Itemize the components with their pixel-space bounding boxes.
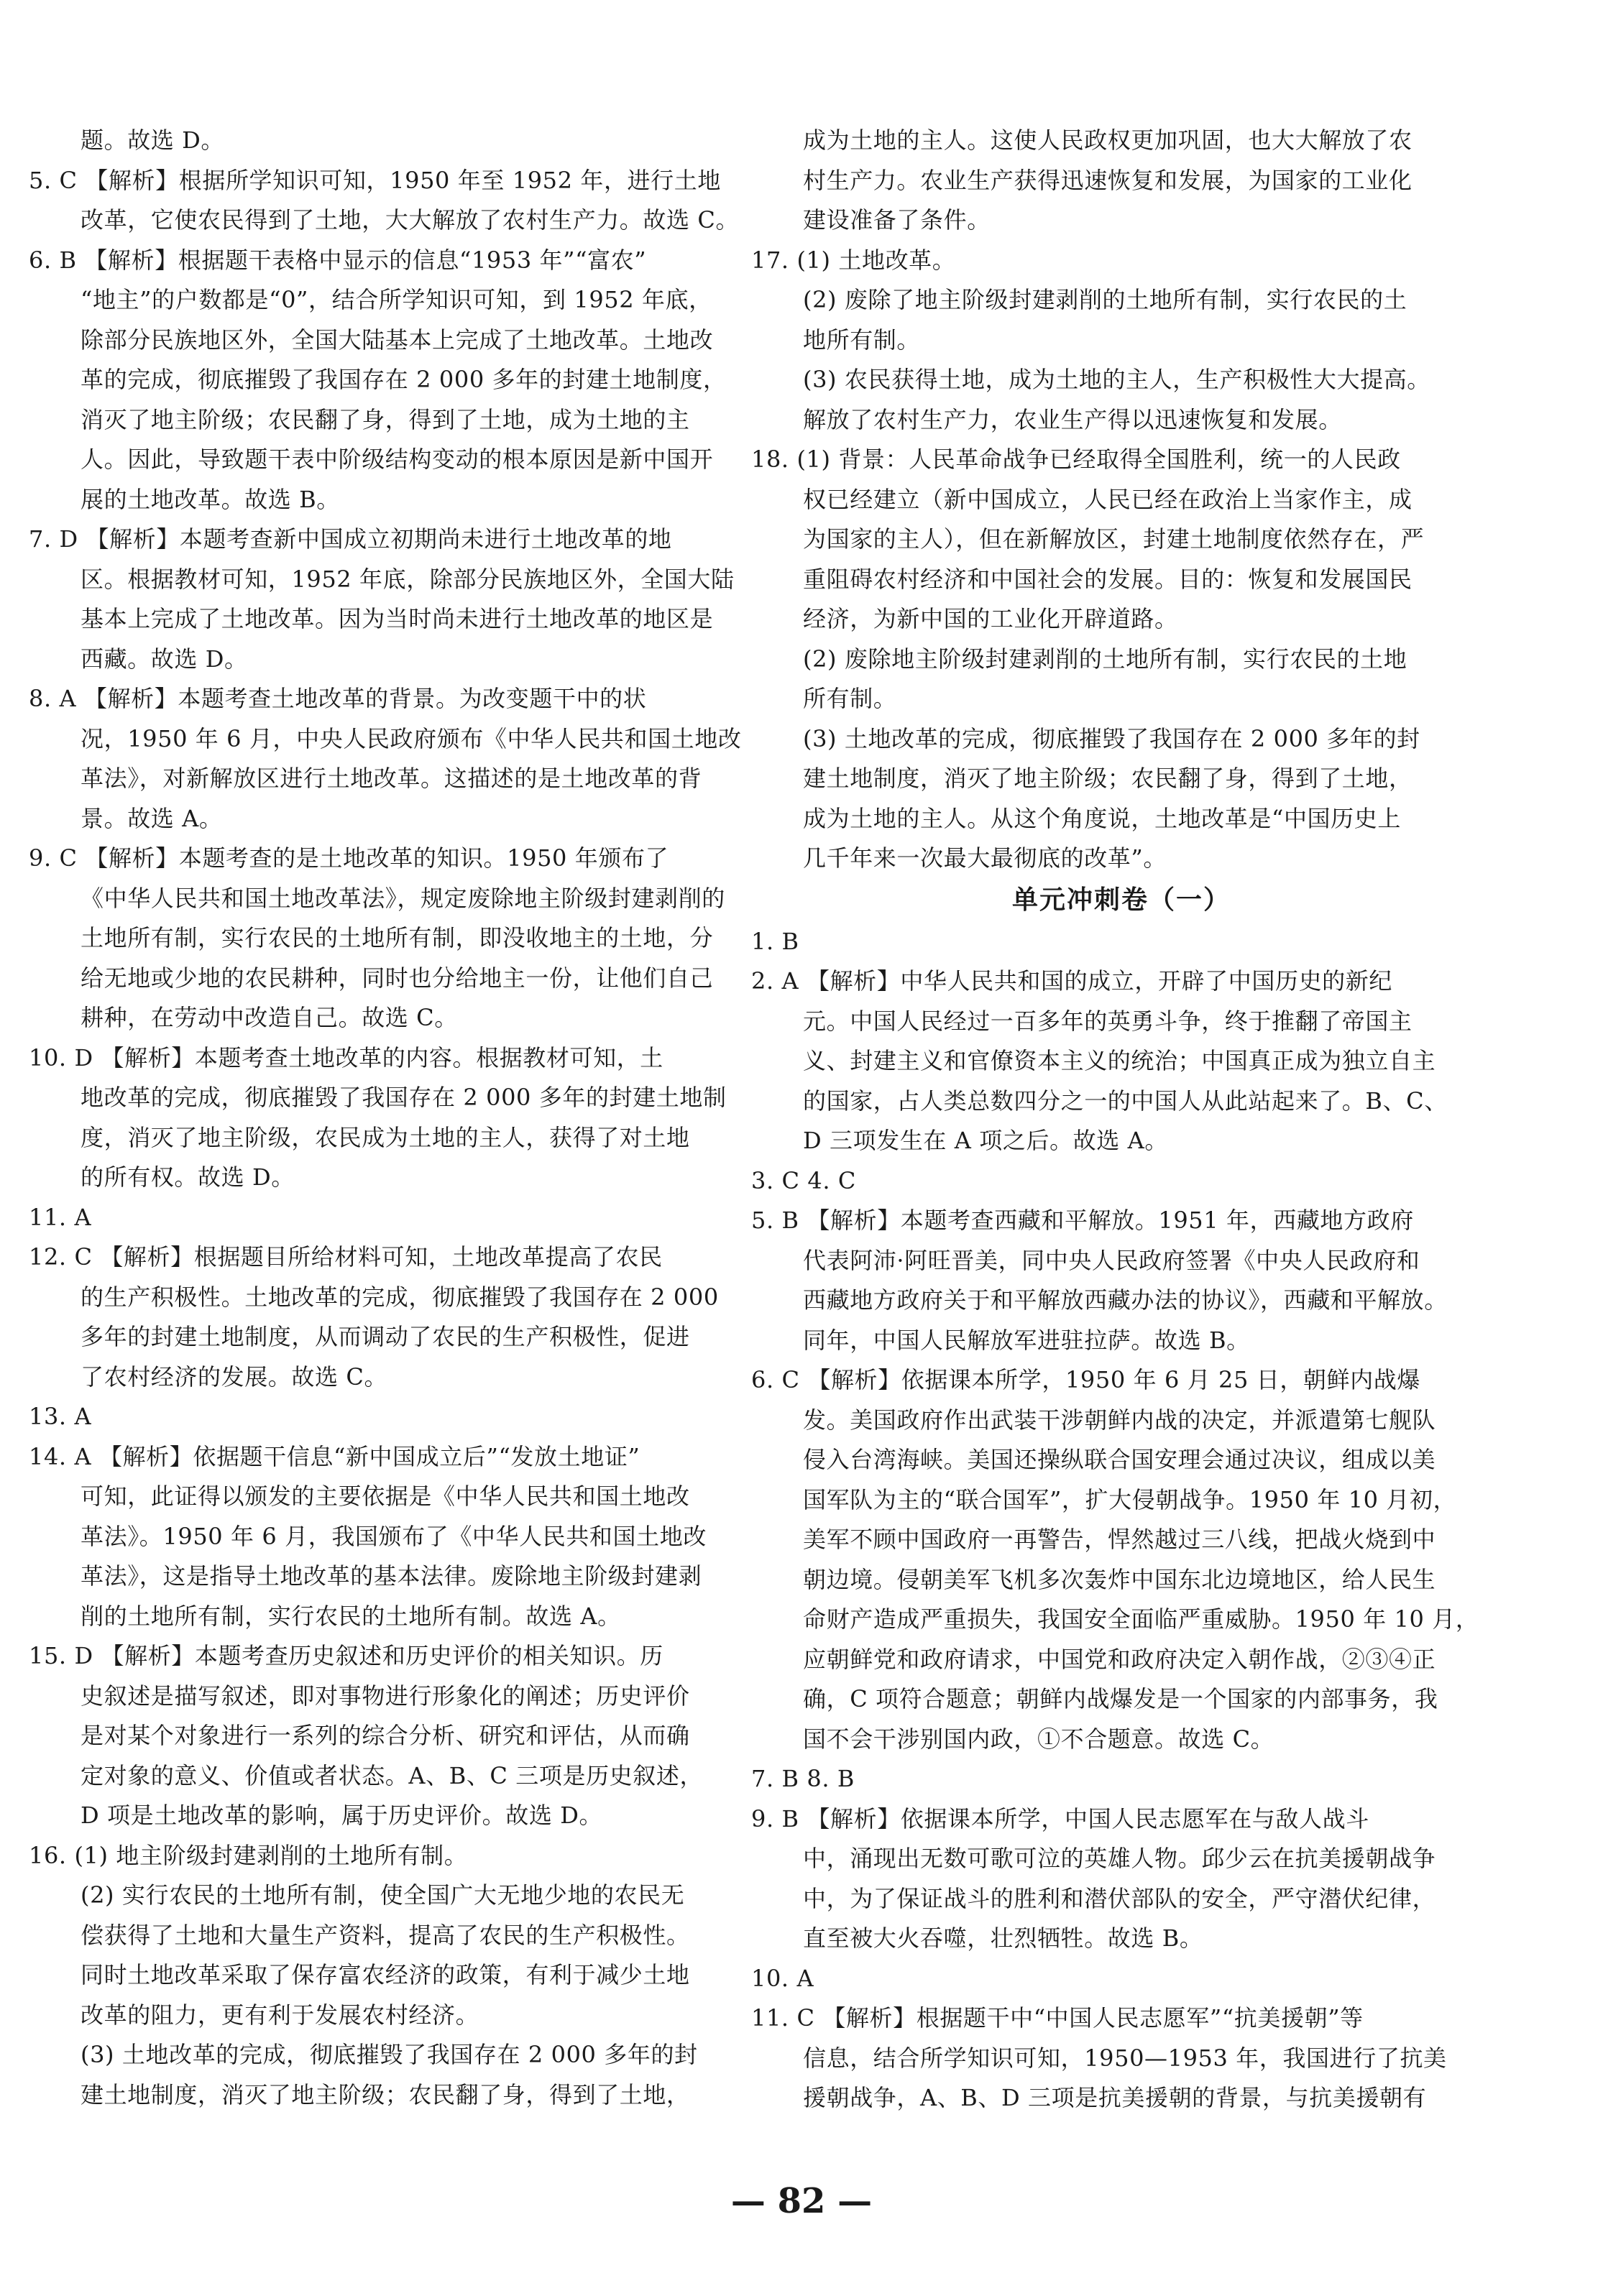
text-line: 重阻碍农村经济和中国社会的发展。目的：恢复和发展国民 — [803, 565, 1413, 593]
text-line: 展的土地改革。故选 B。 — [81, 485, 340, 513]
text-line: 11. A — [29, 1203, 92, 1231]
text-line: 的生产积极性。土地改革的完成，彻底摧毁了我国存在 2 000 — [81, 1283, 719, 1311]
text-line: 直至被大火吞噬，壮烈牺牲。故选 B。 — [803, 1924, 1203, 1952]
text-line: 人。因此，导致题干表中阶级结构变动的根本原因是新中国开 — [81, 446, 714, 473]
text-line: 的国家，占人类总数四分之一的中国人从此站起来了。B、C、 — [803, 1087, 1448, 1115]
text-line: 定对象的意义、价值或者状态。A、B、C 三项是历史叙述， — [81, 1761, 704, 1789]
text-line: 《中华人民共和国土地改革法》，规定废除地主阶级封建剥削的 — [81, 884, 725, 912]
text-line: 10. A — [751, 1964, 814, 1992]
text-line: (3) 农民获得土地，成为土地的主人，生产积极性大大提高。 — [803, 366, 1430, 393]
text-line: 基本上完成了土地改革。因为当时尚未进行土地改革的地区是 — [81, 605, 714, 632]
text-line: 5. B 【解析】本题考查西藏和平解放。1951 年，西藏地方政府 — [751, 1207, 1414, 1234]
text-line: 况，1950 年 6 月，中央人民政府颁布《中华人民共和国土地改 — [81, 724, 742, 752]
text-line: 7. B 8. B — [751, 1765, 855, 1792]
text-line: 是对某个对象进行一系列的综合分析、研究和评估，从而确 — [81, 1722, 690, 1749]
text-line: 15. D 【解析】本题考查历史叙述和历史评价的相关知识。历 — [29, 1642, 663, 1669]
text-line: 景。故选 A。 — [81, 804, 223, 832]
text-line: 5. C 【解析】根据所学知识可知，1950 年至 1952 年，进行土地 — [29, 166, 721, 194]
section-heading: 单元冲刺卷（一） — [1011, 885, 1231, 915]
text-line: 9. C 【解析】本题考查的是土地改革的知识。1950 年颁布了 — [29, 844, 669, 872]
text-line: 朝边境。侵朝美军飞机多次轰炸中国东北边境地区，给人民生 — [803, 1565, 1436, 1593]
text-line: 西藏。故选 D。 — [81, 645, 248, 673]
text-line: 11. C 【解析】根据题干中“中国人民志愿军”“抗美援朝”等 — [751, 2004, 1364, 2032]
text-line: 耕种，在劳动中改造自己。故选 C。 — [81, 1004, 458, 1031]
text-line: 权已经建立（新中国成立，人民已经在政治上当家作主，成 — [803, 485, 1413, 513]
text-line: 16. (1) 地主阶级封建剥削的土地所有制。 — [29, 1841, 468, 1869]
text-line: 代表阿沛·阿旺晋美，同中央人民政府签署《中央人民政府和 — [803, 1246, 1420, 1274]
text-line: D 三项发生在 A 项之后。故选 A。 — [803, 1127, 1168, 1154]
text-line: 成为土地的主人。从这个角度说，土地改革是“中国历史上 — [803, 804, 1401, 832]
text-line: 中，涌现出无数可歌可泣的英雄人物。邱少云在抗美援朝战争 — [803, 1845, 1436, 1872]
text-line: 确，C 项符合题意；朝鲜内战爆发是一个国家的内部事务，我 — [803, 1685, 1438, 1712]
text-line: 应朝鲜党和政府请求，中国党和政府决定入朝作战，②③④正 — [803, 1645, 1436, 1673]
text-line: “地主”的户数都是“0”，结合所学知识可知，到 1952 年底， — [81, 286, 712, 313]
text-line: 了农村经济的发展。故选 C。 — [81, 1363, 388, 1391]
text-line: 2. A 【解析】中华人民共和国的成立，开辟了中国历史的新纪 — [751, 967, 1392, 995]
text-line: 17. (1) 土地改革。 — [751, 246, 956, 274]
text-line: 同年，中国人民解放军进驻拉萨。故选 B。 — [803, 1326, 1250, 1354]
text-line: 为国家的主人），但在新解放区，封建土地制度依然存在，严 — [803, 525, 1425, 553]
text-line: 10. D 【解析】本题考查土地改革的内容。根据教材可知，土 — [29, 1043, 663, 1071]
text-line: 区。根据教材可知，1952 年底，除部分民族地区外，全国大陆 — [81, 565, 735, 593]
text-line: (2) 实行农民的土地所有制，使全国广大无地少地的农民无 — [81, 1881, 685, 1909]
text-line: 经济，为新中国的工业化开辟道路。 — [803, 605, 1178, 632]
text-line: 解放了农村生产力，农业生产得以迅速恢复和发展。 — [803, 405, 1342, 433]
text-line: 地改革的完成，彻底摧毁了我国存在 2 000 多年的封建土地制 — [81, 1084, 727, 1111]
text-line: 美军不顾中国政府一再警告，悍然越过三八线，把战火烧到中 — [803, 1526, 1436, 1553]
text-line: 6. B 【解析】根据题干表格中显示的信息“1953 年”“富农” — [29, 246, 647, 274]
text-line: 建设准备了条件。 — [803, 206, 991, 234]
text-line: 元。中国人民经过一百多年的英勇斗争，终于推翻了帝国主 — [803, 1007, 1413, 1035]
text-line: 8. A 【解析】本题考查土地改革的背景。为改变题干中的状 — [29, 685, 647, 712]
text-line: (2) 废除了地主阶级封建剥削的土地所有制，实行农民的土 — [803, 286, 1407, 313]
text-line: 所有制。 — [803, 685, 897, 712]
text-line: 信息，结合所学知识可知，1950—1953 年，我国进行了抗美 — [803, 2044, 1447, 2072]
text-line: 发。美国政府作出武装干涉朝鲜内战的决定，并派遣第七舰队 — [803, 1406, 1436, 1434]
text-line: 国不会干涉别国内政，①不合题意。故选 C。 — [803, 1725, 1274, 1753]
text-line: 村生产力。农业生产获得迅速恢复和发展，为国家的工业化 — [803, 166, 1413, 194]
text-line: 题。故选 D。 — [81, 126, 225, 154]
text-line: 西藏地方政府关于和平解放西藏办法的协议》，西藏和平解放。 — [803, 1286, 1448, 1314]
text-line: 的所有权。故选 D。 — [81, 1163, 295, 1191]
text-line: 国军队为主的“联合国军”，扩大侵朝战争。1950 年 10 月初， — [803, 1485, 1457, 1513]
text-line: 削的土地所有制，实行农民的土地所有制。故选 A。 — [81, 1602, 621, 1630]
text-line: 可知，此证得以颁发的主要依据是《中华人民共和国土地改 — [81, 1483, 690, 1510]
text-line: (2) 废除地主阶级封建剥削的土地所有制，实行农民的土地 — [803, 645, 1407, 673]
text-line: 1. B — [751, 927, 799, 955]
text-line: 土地所有制，实行农民的土地所有制，即没收地主的土地，分 — [81, 924, 714, 951]
text-line: 革法》，这是指导土地改革的基本法律。废除地主阶级封建剥 — [81, 1562, 702, 1590]
text-line: 命财产造成严重损失，我国安全面临严重威胁。1950 年 10 月， — [803, 1605, 1479, 1633]
text-line: 义、封建主义和官僚资本主义的统治；中国真正成为独立自主 — [803, 1047, 1436, 1074]
text-line: 建土地制度，消灭了地主阶级；农民翻了身，得到了土地， — [803, 765, 1413, 792]
text-line: 地所有制。 — [803, 326, 921, 354]
text-line: 12. C 【解析】根据题目所给材料可知，土地改革提高了农民 — [29, 1243, 663, 1271]
text-line: 14. A 【解析】依据题干信息“新中国成立后”“发放土地证” — [29, 1442, 640, 1470]
text-line: 多年的封建土地制度，从而调动了农民的生产积极性，促进 — [81, 1323, 690, 1350]
text-line: 侵入台湾海峡。美国还操纵联合国安理会通过决议，组成以美 — [803, 1446, 1436, 1473]
text-line: (3) 土地改革的完成，彻底摧毁了我国存在 2 000 多年的封 — [81, 2041, 698, 2068]
text-line: 18. (1) 背景：人民革命战争已经取得全国胜利，统一的人民政 — [751, 446, 1401, 473]
text-line: 同时土地改革采取了保存富农经济的政策，有利于减少土地 — [81, 1961, 690, 1988]
page-number: — 82 — — [730, 2181, 873, 2221]
text-line: 13. A — [29, 1403, 92, 1430]
left-column — [29, 121, 769, 2115]
text-line: 革的完成，彻底摧毁了我国存在 2 000 多年的封建土地制度， — [81, 366, 727, 393]
text-line: 几千年来一次最大最彻底的改革”。 — [803, 844, 1167, 872]
text-line: 6. C 【解析】依据课本所学，1950 年 6 月 25 日，朝鲜内战爆 — [751, 1366, 1420, 1393]
text-line: 成为土地的主人。这使人民政权更加巩固，也大大解放了农 — [803, 126, 1413, 154]
text-line: 史叙述是描写叙述，即对事物进行形象化的阐述；历史评价 — [81, 1682, 690, 1710]
text-line: 偿获得了土地和大量生产资料，提高了农民的生产积极性。 — [81, 1921, 690, 1949]
text-line: 援朝战争，A、B、D 三项是抗美援朝的背景，与抗美援朝有 — [803, 2084, 1427, 2111]
text-line: (3) 土地改革的完成，彻底摧毁了我国存在 2 000 多年的封 — [803, 724, 1420, 752]
text-line: 改革，它使农民得到了土地，大大解放了农村生产力。故选 C。 — [81, 206, 740, 234]
text-line: 中，为了保证战斗的胜利和潜伏部队的安全，严守潜伏纪律， — [803, 1884, 1436, 1912]
text-line: 革法》。1950 年 6 月，我国颁布了《中华人民共和国土地改 — [81, 1522, 707, 1550]
text-line: 9. B 【解析】依据课本所学，中国人民志愿军在与敌人战斗 — [751, 1804, 1369, 1832]
text-line: D 项是土地改革的影响，属于历史评价。故选 D。 — [81, 1802, 603, 1829]
text-line: 除部分民族地区外，全国大陆基本上完成了土地改革。土地改 — [81, 326, 714, 354]
text-line: 3. C 4. C — [751, 1166, 856, 1194]
right-column — [751, 121, 1492, 2119]
text-line: 建土地制度，消灭了地主阶级；农民翻了身，得到了土地， — [81, 2080, 690, 2108]
text-line: 7. D 【解析】本题考查新中国成立初期尚未进行土地改革的地 — [29, 525, 672, 553]
text-line: 革法》，对新解放区进行土地改革。这描述的是土地改革的背 — [81, 765, 702, 792]
text-line: 消灭了地主阶级；农民翻了身，得到了土地，成为土地的主 — [81, 405, 690, 433]
text-line: 度，消灭了地主阶级，农民成为土地的主人，获得了对土地 — [81, 1123, 690, 1151]
text-line: 改革的阻力，更有利于发展农村经济。 — [81, 2001, 479, 2029]
text-line: 给无地或少地的农民耕种，同时也分给地主一份，让他们自己 — [81, 964, 714, 992]
